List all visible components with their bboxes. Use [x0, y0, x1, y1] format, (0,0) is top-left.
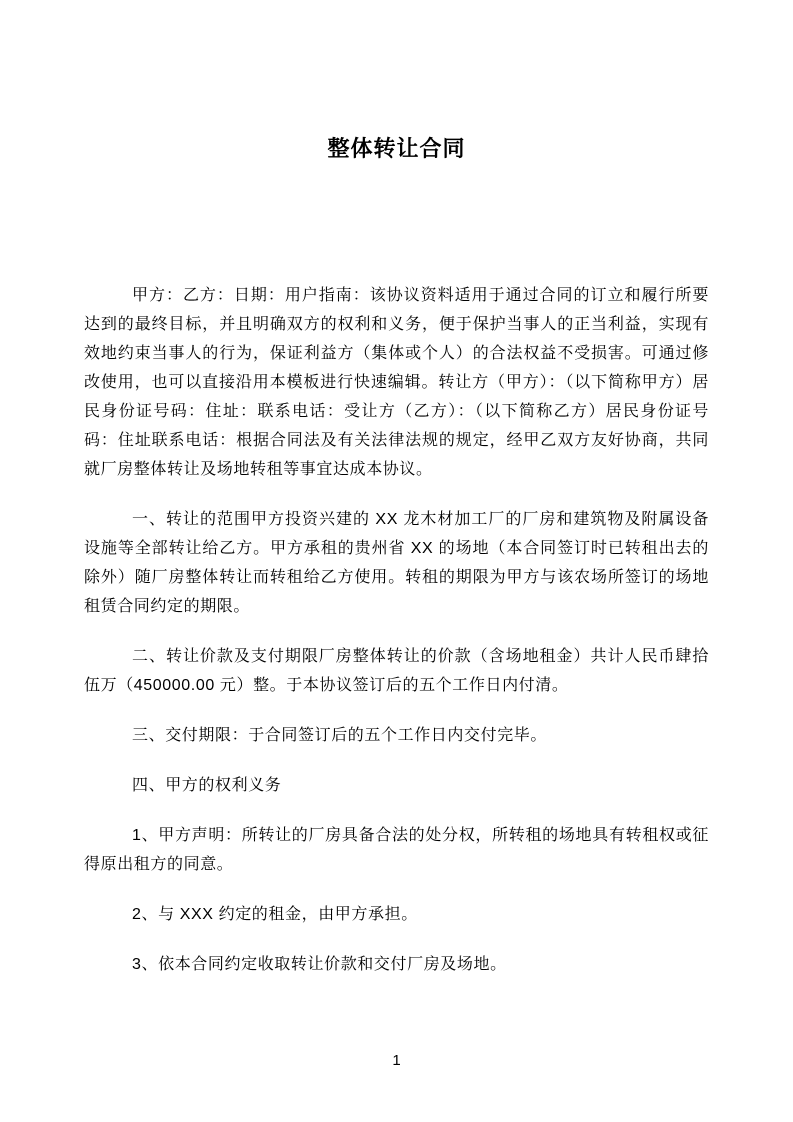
paragraph: 2、与 XXX 约定的租金，由甲方承担。: [132, 906, 418, 923]
document-content: [84, 0, 709, 1000]
page-number: 1: [392, 1052, 401, 1069]
page-footer: [0, 1050, 793, 1072]
paragraph: 一、转让的范围甲方投资兴建的 XX 龙木材加工厂的厂房和建筑物及附属设备设施等全部转让给乙方。甲方承租的贵州省 XX 的场地（本合同签订时已转租出去的除外）随厂房整体转让而转租给乙方使用。转租的期限为甲方与该农场所签订的场地租赁合同约定的期限。: [84, 511, 709, 615]
paragraph: 甲方：乙方：日期：用户指南：该协议资料适用于通过合同的订立和履行所要达到的最终目标，并且明确双方的权利和义务，便于保护当事人的正当利益，实现有效地约束当事人的行为，保证利益方（集体或个人）的合法权益不受损害。可通过修改使用，也可以直接沿用本模板进行快速编辑。转让方（甲方）：（以下简称甲方）居民身份证号码：住址：联系电话：受让方（乙方）：（以下简称乙方）居民身份证号码：住址联系电话：根据合同法及有关法律法规的规定，经甲乙双方友好协商，共同就厂房整体转让及场地转租等事宜达成本协议。: [84, 287, 709, 478]
paragraph: 1、甲方声明：所转让的厂房具备合法的处分权，所转租的场地具有转租权或征得原出租方的同意。: [84, 827, 709, 873]
paragraph: 二、转让价款及支付期限厂房整体转让的价款（含场地租金）共计人民币肆拾伍万（450000.00 元）整。于本协议签订后的五个工作日内付清。: [84, 648, 709, 694]
paragraph: 四、甲方的权利义务: [132, 777, 282, 794]
document-body: [84, 281, 709, 979]
paragraph: 3、依本合同约定收取转让价款和交付厂房及场地。: [132, 956, 507, 973]
paragraph: 三、交付期限：于合同签订后的五个工作日内交付完毕。: [132, 727, 548, 744]
document-title: 整体转让合同: [327, 136, 466, 161]
